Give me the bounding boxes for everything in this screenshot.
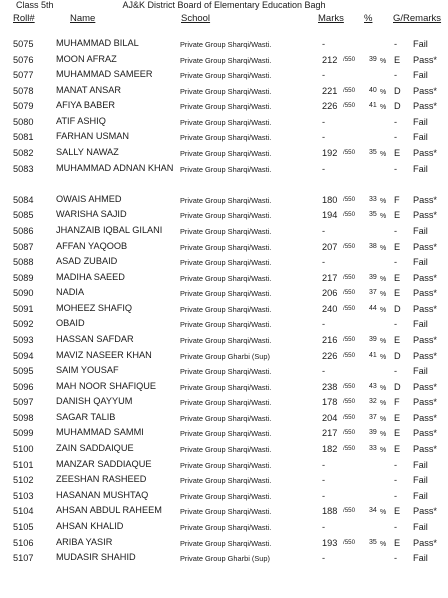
roll-cell: 5084 xyxy=(13,194,34,205)
name-cell: AHSAN KHALID xyxy=(56,520,124,531)
roll-cell: 5085 xyxy=(13,210,34,221)
total-cell: /550 xyxy=(343,242,356,250)
name-cell: ZAIN SADDAIQUE xyxy=(56,443,134,454)
marks-cell: - xyxy=(322,39,326,49)
name-cell: ASAD ZUBAID xyxy=(56,256,118,267)
grade-cell: - xyxy=(394,521,398,532)
percent-cell: 39 xyxy=(369,55,377,63)
percent-cell: 44 xyxy=(369,304,377,312)
school-cell: Private Group Sharqi/Wasti. xyxy=(180,413,272,423)
percent-cell: 33 xyxy=(369,445,377,453)
grade-cell: E xyxy=(394,334,401,345)
marks-cell: 192 xyxy=(322,148,338,159)
marks-cell: - xyxy=(322,116,326,127)
column-header-marks: Marks xyxy=(318,13,344,24)
percent-cell: 40 xyxy=(369,86,377,94)
roll-cell: 5103 xyxy=(13,490,34,501)
school-cell: Private Group Sharqi/Wasti. xyxy=(180,226,272,236)
total-cell: /550 xyxy=(343,273,356,281)
percent-sign: % xyxy=(380,400,387,408)
school-cell: Private Group Sharqi/Wasti. xyxy=(180,133,272,143)
school-cell: Private Group Sharqi/Wasti. xyxy=(180,445,272,455)
roll-cell: 5083 xyxy=(13,163,34,174)
school-cell: Private Group Sharqi/Wasti. xyxy=(180,538,272,548)
table-row xyxy=(0,316,448,332)
grade-cell: - xyxy=(394,490,398,501)
school-cell: Private Group Sharqi/Wasti. xyxy=(180,491,272,501)
column-header-row xyxy=(0,13,448,27)
table-row xyxy=(0,379,448,395)
grade-cell: E xyxy=(394,537,401,548)
percent-sign: % xyxy=(380,509,387,517)
table-row xyxy=(0,192,448,208)
total-cell: /550 xyxy=(343,429,356,437)
remarks-cell: Pass* xyxy=(413,101,438,112)
table-row xyxy=(0,207,448,223)
marks-cell: 178 xyxy=(322,397,338,408)
roll-cell: 5102 xyxy=(13,475,34,486)
grade-cell: - xyxy=(394,70,398,81)
total-cell: /550 xyxy=(343,55,356,63)
name-cell: NADIA xyxy=(56,287,85,298)
remarks-cell: Pass* xyxy=(413,85,438,96)
school-cell: Private Group Sharqi/Wasti. xyxy=(180,242,272,252)
roll-cell: 5097 xyxy=(13,397,34,408)
grade-cell: - xyxy=(394,39,398,49)
class-label: Class 5th xyxy=(16,0,54,10)
percent-cell: 43 xyxy=(369,382,377,390)
board-title: AJ&K District Board of Elementary Education Bagh xyxy=(122,0,326,10)
total-cell: /550 xyxy=(343,86,356,94)
marks-cell: 182 xyxy=(322,444,338,455)
roll-cell: 5092 xyxy=(13,319,34,330)
percent-cell: 41 xyxy=(369,102,377,110)
marks-cell: 193 xyxy=(322,537,338,548)
roll-cell: 5076 xyxy=(13,54,34,65)
remarks-cell: Fail xyxy=(413,70,428,81)
percent-sign: % xyxy=(380,104,387,112)
school-cell: Private Group Sharqi/Wasti. xyxy=(180,429,272,439)
marks-cell: - xyxy=(322,70,326,81)
school-cell: Private Group Sharqi/Wasti. xyxy=(180,522,272,532)
name-cell: OBAID xyxy=(56,318,85,329)
roll-cell: 5105 xyxy=(13,521,34,532)
total-cell: /550 xyxy=(343,304,356,312)
roll-cell: 5087 xyxy=(13,241,34,252)
school-cell: Private Group Sharqi/Wasti. xyxy=(180,289,272,299)
remarks-cell: Fail xyxy=(413,163,428,174)
table-row xyxy=(0,472,448,488)
name-cell: HASANAN MUSHTAQ xyxy=(56,489,149,500)
name-cell: MUDASIR SHAHID xyxy=(56,552,136,563)
table-row xyxy=(0,270,448,286)
table-row xyxy=(0,425,448,441)
grade-cell: D xyxy=(394,85,401,96)
marks-cell: - xyxy=(322,521,326,532)
roll-cell: 5107 xyxy=(13,553,34,564)
table-row xyxy=(0,332,448,348)
school-cell: Private Group Sharqi/Wasti. xyxy=(180,335,272,345)
roll-cell: 5096 xyxy=(13,381,34,392)
table-row xyxy=(0,441,448,457)
school-cell: Private Group Sharqi/Wasti. xyxy=(180,40,272,49)
remarks-cell: Pass* xyxy=(413,381,438,392)
table-row xyxy=(0,52,448,68)
percent-sign: % xyxy=(380,244,387,252)
name-cell: ATIF ASHIQ xyxy=(56,115,106,126)
percent-cell: 35 xyxy=(369,538,377,546)
roll-cell: 5088 xyxy=(13,257,34,268)
total-cell: /550 xyxy=(343,289,356,297)
total-cell: /550 xyxy=(343,149,356,157)
school-cell: Private Group Gharbi (Sup) xyxy=(180,351,270,361)
roll-cell: 5081 xyxy=(13,132,34,143)
name-cell: OWAIS AHMED xyxy=(56,193,122,204)
name-cell: ARIBA YASIR xyxy=(56,536,113,547)
name-cell: MANZAR SADDIAQUE xyxy=(56,458,152,469)
name-cell: MUHAMMAD SAMMI xyxy=(56,427,144,438)
percent-sign: % xyxy=(380,447,387,455)
roll-cell: 5080 xyxy=(13,116,34,127)
remarks-cell: Fail xyxy=(413,39,428,49)
roll-cell: 5078 xyxy=(13,85,34,96)
table-row xyxy=(0,519,448,535)
table-row xyxy=(0,535,448,551)
name-cell: MUHAMMAD BILAL xyxy=(56,38,139,48)
percent-sign: % xyxy=(380,275,387,283)
percent-sign: % xyxy=(380,213,387,221)
marks-cell: - xyxy=(322,366,326,377)
remarks-cell: Pass* xyxy=(413,194,438,205)
marks-cell: - xyxy=(322,163,326,174)
table-row xyxy=(0,223,448,239)
percent-cell: 35 xyxy=(369,211,377,219)
table-row xyxy=(0,457,448,473)
grade-cell: D xyxy=(394,303,401,314)
remarks-cell: Pass* xyxy=(413,334,438,345)
marks-cell: - xyxy=(322,553,326,564)
name-cell: AHSAN ABDUL RAHEEM xyxy=(56,505,162,516)
grade-cell: - xyxy=(394,116,398,127)
roll-cell: 5079 xyxy=(13,101,34,112)
remarks-cell: Fail xyxy=(413,490,428,501)
grade-cell: - xyxy=(394,553,398,564)
school-cell: Private Group Sharqi/Wasti. xyxy=(180,258,272,268)
remarks-cell: Pass* xyxy=(413,444,438,455)
marks-cell: 206 xyxy=(322,288,338,299)
column-header-name: Name xyxy=(70,13,96,24)
remarks-cell: Pass* xyxy=(413,412,438,423)
grade-cell: - xyxy=(394,257,398,268)
table-row xyxy=(0,394,448,410)
grade-cell: D xyxy=(394,381,401,392)
grade-cell: - xyxy=(394,132,398,143)
percent-sign: % xyxy=(380,540,387,548)
grade-cell: - xyxy=(394,459,398,470)
school-cell: Private Group Gharbi (Sup) xyxy=(180,554,270,564)
table-row xyxy=(0,503,448,519)
roll-cell: 5090 xyxy=(13,288,34,299)
marks-cell: 221 xyxy=(322,85,338,96)
remarks-cell: Pass* xyxy=(413,241,438,252)
percent-sign: % xyxy=(380,88,387,96)
school-cell: Private Group Sharqi/Wasti. xyxy=(180,102,272,112)
total-cell: /550 xyxy=(343,211,356,219)
school-cell: Private Group Sharqi/Wasti. xyxy=(180,149,272,159)
remarks-cell: Fail xyxy=(413,553,428,564)
name-cell: MAVIZ NASEER KHAN xyxy=(56,349,152,360)
percent-sign: % xyxy=(380,306,387,314)
grade-cell: - xyxy=(394,163,398,174)
grade-cell: D xyxy=(394,101,401,112)
roll-cell: 5089 xyxy=(13,272,34,283)
name-cell: MADIHA SAEED xyxy=(56,271,125,282)
table-row xyxy=(0,363,448,379)
total-cell: /550 xyxy=(343,382,356,390)
marks-cell: 217 xyxy=(322,272,338,283)
roll-cell: 5091 xyxy=(13,303,34,314)
roll-cell: 5106 xyxy=(13,537,34,548)
percent-sign: % xyxy=(380,291,387,299)
remarks-cell: Fail xyxy=(413,257,428,268)
remarks-cell: Pass* xyxy=(413,288,438,299)
column-header-percent: % xyxy=(364,13,373,24)
marks-cell: 226 xyxy=(322,101,338,112)
name-cell: AFFAN YAQOOB xyxy=(56,240,128,251)
remarks-cell: Pass* xyxy=(413,210,438,221)
marks-cell: 240 xyxy=(322,303,338,314)
name-cell: AFIYA BABER xyxy=(56,100,116,111)
marks-cell: - xyxy=(322,319,326,330)
school-cell: Private Group Sharqi/Wasti. xyxy=(180,507,272,517)
column-header-roll: Roll# xyxy=(13,13,35,24)
marks-cell: - xyxy=(322,490,326,501)
school-cell: Private Group Sharqi/Wasti. xyxy=(180,398,272,408)
roll-cell: 5094 xyxy=(13,350,34,361)
name-cell: FARHAN USMAN xyxy=(56,131,129,142)
table-row xyxy=(0,550,448,566)
school-cell: Private Group Sharqi/Wasti. xyxy=(180,382,272,392)
total-cell: /550 xyxy=(343,413,356,421)
roll-cell: 5099 xyxy=(13,428,34,439)
percent-sign: % xyxy=(380,431,387,439)
school-cell: Private Group Sharqi/Wasti. xyxy=(180,460,272,470)
percent-cell: 33 xyxy=(369,195,377,203)
total-cell: /550 xyxy=(343,538,356,546)
name-cell: MANAT ANSAR xyxy=(56,84,122,95)
percent-sign: % xyxy=(380,151,387,159)
percent-cell: 32 xyxy=(369,398,377,406)
remarks-cell: Pass* xyxy=(413,272,438,283)
percent-cell: 39 xyxy=(369,273,377,281)
marks-cell: 204 xyxy=(322,412,338,423)
total-cell: /550 xyxy=(343,335,356,343)
percent-cell: 34 xyxy=(369,507,377,515)
name-cell: SALLY NAWAZ xyxy=(56,147,119,158)
percent-cell: 41 xyxy=(369,351,377,359)
remarks-cell: Fail xyxy=(413,225,428,236)
total-cell: /550 xyxy=(343,445,356,453)
table-row xyxy=(0,114,448,130)
percent-sign: % xyxy=(380,353,387,361)
table-row xyxy=(0,98,448,114)
grade-cell: F xyxy=(394,397,400,408)
school-cell: Private Group Sharqi/Wasti. xyxy=(180,476,272,486)
roll-cell: 5093 xyxy=(13,334,34,345)
marks-cell: 180 xyxy=(322,194,338,205)
school-cell: Private Group Sharqi/Wasti. xyxy=(180,273,272,283)
remarks-cell: Fail xyxy=(413,319,428,330)
name-cell: HASSAN SAFDAR xyxy=(56,333,134,344)
marks-cell: - xyxy=(322,475,326,486)
table-row xyxy=(0,36,448,52)
remarks-cell: Fail xyxy=(413,475,428,486)
table-row xyxy=(0,488,448,504)
roll-cell: 5082 xyxy=(13,148,34,159)
roll-cell: 5101 xyxy=(13,459,34,470)
table-row xyxy=(0,67,448,83)
remarks-cell: Fail xyxy=(413,132,428,143)
school-cell: Private Group Sharqi/Wasti. xyxy=(180,195,272,205)
remarks-cell: Pass* xyxy=(413,428,438,439)
name-cell: ZEESHAN RASHEED xyxy=(56,474,147,485)
school-cell: Private Group Sharqi/Wasti. xyxy=(180,320,272,330)
roll-cell: 5095 xyxy=(13,366,34,377)
grade-cell: E xyxy=(394,506,401,517)
total-cell: /550 xyxy=(343,398,356,406)
grade-cell: - xyxy=(394,225,398,236)
grade-cell: - xyxy=(394,366,398,377)
table-row xyxy=(0,301,448,317)
percent-sign: % xyxy=(380,415,387,423)
name-cell: DANISH QAYYUM xyxy=(56,396,133,407)
table-row xyxy=(0,285,448,301)
name-cell: MAH NOOR SHAFIQUE xyxy=(56,380,157,391)
remarks-cell: Fail xyxy=(413,116,428,127)
percent-cell: 37 xyxy=(369,289,377,297)
roll-cell: 5098 xyxy=(13,412,34,423)
table-row xyxy=(0,410,448,426)
remarks-cell: Pass* xyxy=(413,506,438,517)
name-cell: JHANZAIB IQBAL GILANI xyxy=(56,224,163,235)
school-cell: Private Group Sharqi/Wasti. xyxy=(180,71,272,81)
remarks-cell: Fail xyxy=(413,459,428,470)
roll-cell: 5104 xyxy=(13,506,34,517)
remarks-cell: Pass* xyxy=(413,397,438,408)
name-cell: MUHAMMAD ADNAN KHAN xyxy=(56,162,174,173)
table-row xyxy=(0,129,448,145)
table-row xyxy=(0,254,448,270)
name-cell: SAGAR TALIB xyxy=(56,411,116,422)
marks-cell: 188 xyxy=(322,506,338,517)
table-row xyxy=(0,239,448,255)
table-row xyxy=(0,145,448,161)
remarks-cell: Pass* xyxy=(413,54,438,65)
marks-cell: 217 xyxy=(322,428,338,439)
percent-cell: 39 xyxy=(369,335,377,343)
roll-cell: 5100 xyxy=(13,444,34,455)
percent-cell: 38 xyxy=(369,242,377,250)
name-cell: MOON AFRAZ xyxy=(56,53,117,64)
grade-cell: E xyxy=(394,412,401,423)
total-cell: /550 xyxy=(343,195,356,203)
name-cell: SAIM YOUSAF xyxy=(56,365,119,376)
grade-cell: E xyxy=(394,241,401,252)
roll-cell: 5077 xyxy=(13,70,34,81)
roll-cell: 5086 xyxy=(13,225,34,236)
school-cell: Private Group Sharqi/Wasti. xyxy=(180,304,272,314)
remarks-cell: Fail xyxy=(413,366,428,377)
marks-cell: - xyxy=(322,459,326,470)
marks-cell: - xyxy=(322,225,326,236)
name-cell: WARISHA SAJID xyxy=(56,209,127,220)
total-cell: /550 xyxy=(343,507,356,515)
school-cell: Private Group Sharqi/Wasti. xyxy=(180,55,272,65)
table-row xyxy=(0,161,448,192)
percent-cell: 37 xyxy=(369,413,377,421)
remarks-cell: Pass* xyxy=(413,350,438,361)
grade-cell: F xyxy=(394,194,400,205)
school-cell: Private Group Sharqi/Wasti. xyxy=(180,117,272,127)
school-cell: Private Group Sharqi/Wasti. xyxy=(180,164,272,174)
marks-cell: 216 xyxy=(322,334,338,345)
remarks-cell: Pass* xyxy=(413,303,438,314)
marks-cell: 207 xyxy=(322,241,338,252)
percent-cell: 39 xyxy=(369,429,377,437)
name-cell: MOHEEZ SHAFIQ xyxy=(56,302,133,313)
grade-cell: E xyxy=(394,444,401,455)
school-cell: Private Group Sharqi/Wasti. xyxy=(180,211,272,221)
marks-cell: 238 xyxy=(322,381,338,392)
percent-sign: % xyxy=(380,337,387,345)
column-header-school: School xyxy=(181,13,211,24)
percent-sign: % xyxy=(380,384,387,392)
column-header-remarks: G/Remarks xyxy=(393,13,442,24)
grade-cell: - xyxy=(394,319,398,330)
table-row xyxy=(0,83,448,99)
total-cell: /550 xyxy=(343,102,356,110)
marks-cell: 226 xyxy=(322,350,338,361)
marks-cell: - xyxy=(322,257,326,268)
grade-cell: E xyxy=(394,210,401,221)
marks-cell: 212 xyxy=(322,54,338,65)
grade-cell: E xyxy=(394,148,401,159)
percent-cell: 35 xyxy=(369,149,377,157)
percent-sign: % xyxy=(380,57,387,65)
grade-cell: D xyxy=(394,350,401,361)
percent-sign: % xyxy=(380,197,387,205)
grade-cell: E xyxy=(394,428,401,439)
grade-cell: E xyxy=(394,54,401,65)
roll-cell: 5075 xyxy=(13,39,34,49)
remarks-cell: Pass* xyxy=(413,537,438,548)
table-row xyxy=(0,348,448,364)
grade-cell: E xyxy=(394,272,401,283)
school-cell: Private Group Sharqi/Wasti. xyxy=(180,86,272,96)
remarks-cell: Fail xyxy=(413,521,428,532)
grade-cell: - xyxy=(394,475,398,486)
school-cell: Private Group Sharqi/Wasti. xyxy=(180,367,272,377)
grade-cell: E xyxy=(394,288,401,299)
marks-cell: - xyxy=(322,132,326,143)
marks-cell: 194 xyxy=(322,210,338,221)
name-cell: MUHAMMAD SAMEER xyxy=(56,69,153,80)
total-cell: /550 xyxy=(343,351,356,359)
results-table xyxy=(0,36,448,566)
remarks-cell: Pass* xyxy=(413,148,438,159)
